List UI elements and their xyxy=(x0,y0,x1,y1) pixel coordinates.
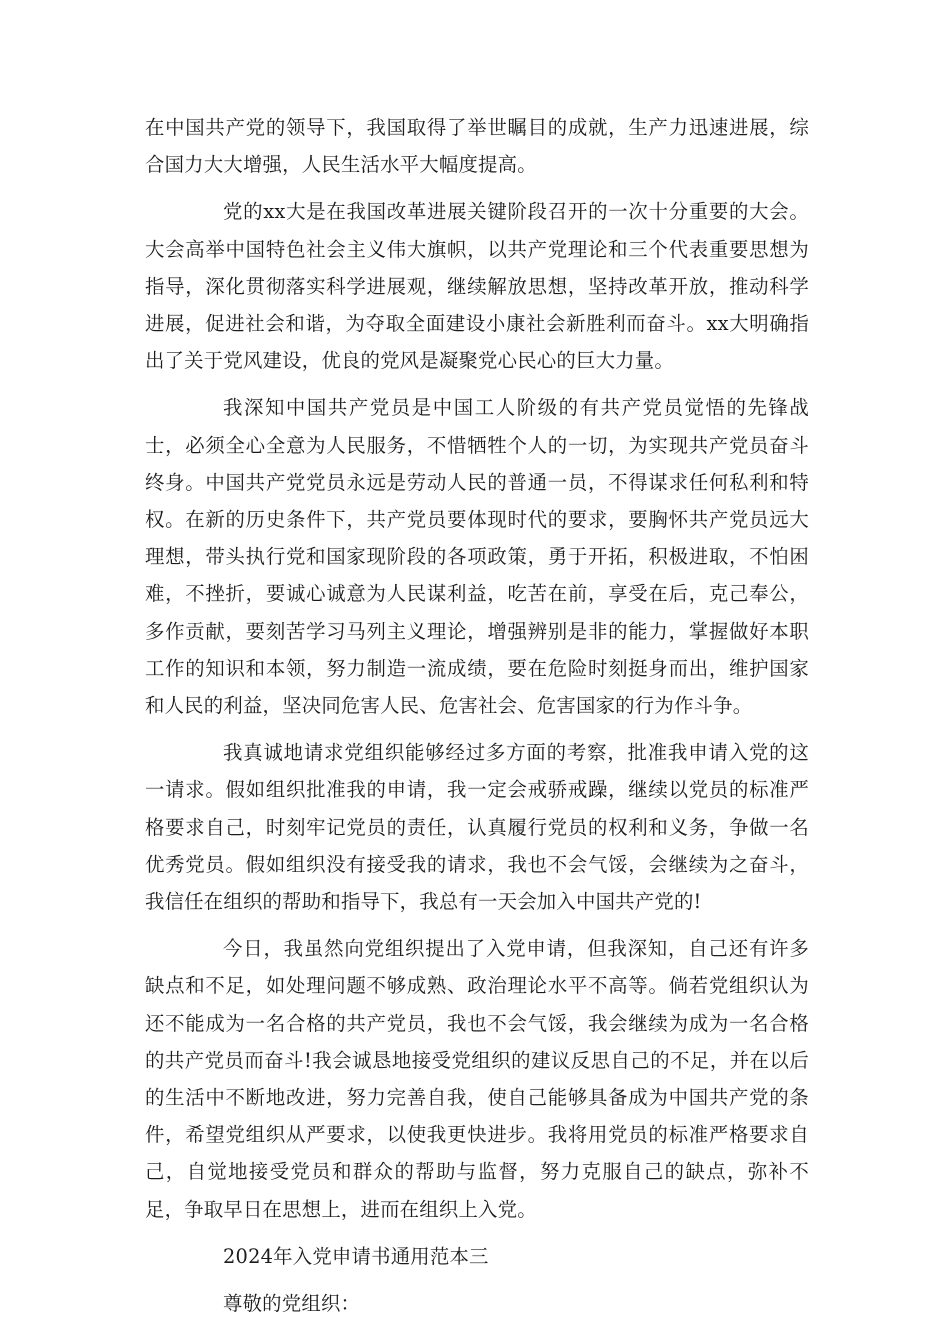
paragraph-1: 在中国共产党的领导下，我国取得了举世瞩目的成就，生产力迅速进展，综合国力大大增强，人民生活水平大幅度提高。 xyxy=(145,116,809,177)
section-title: 2024年入党申请书通用范本三 xyxy=(223,1244,489,1268)
paragraph-4: 我真诚地请求党组织能够经过多方面的考察，批准我申请入党的这一请求。假如组织批准我的申请，我一定会戒骄戒躁，继续以党员的标准严格要求自己，时刻牢记党员的责任，认真履行党员的权利和义务，争做一名优秀党员。假如组织没有接受我的请求，我也不会气馁，会继续为之奋斗，我信任在组织的帮助和指导下，我总有一天会加入中国共产党的! xyxy=(145,741,809,914)
paragraph-3: 我深知中国共产党员是中国工人阶级的有共产党员觉悟的先锋战士，必须全心全意为人民服务，不惜牺牲个人的一切，为实现共产党员奋斗终身。中国共产党党员永远是劳动人民的普通一员，不得谋求任何私利和特权。在新的历史条件下，共产党员要体现时代的要求，要胸怀共产党员远大理想，带头执行党和国家现阶段的各项政策，勇于开拓，积极进取，不怕困难，不挫折，要诚心诚意为人民谋利益，吃苦在前，享受在后，克己奉公，多作贡献，要刻苦学习马列主义理论，增强辨别是非的能力，掌握做好本职工作的知识和本领，努力制造一流成绩，要在危险时刻挺身而出，维护国家和人民的利益，坚决同危害人民、危害社会、危害国家的行为作斗争。 xyxy=(145,396,809,718)
salutation: 尊敬的党组织： xyxy=(223,1292,361,1316)
paragraph-2: 党的xx大是在我国改革进展关键阶段召开的一次十分重要的大会。大会高举中国特色社会主义伟大旗帜，以共产党理论和三个代表重要思想为指导，深化贯彻落实科学进展观，继续解放思想，坚持改革开放，推动科学进展，促进社会和谐，为夺取全面建设小康社会新胜利而奋斗。xx大明确指出了关于党风建设，优良的党风是凝聚党心民心的巨大力量。 xyxy=(145,200,809,373)
document-body xyxy=(145,109,809,1332)
paragraph-5: 今日，我虽然向党组织提出了入党申请，但我深知，自己还有许多缺点和不足，如处理问题不够成熟、政治理论水平不高等。倘若党组织认为还不能成为一名合格的共产党员，我也不会气馁，我会继续为成为一名合格的共产党员而奋斗!我会诚恳地接受党组织的建议反思自己的不足，并在以后的生活中不断地改进，努力完善自我，使自己能够具备成为中国共产党的条件，希望党组织从严要求，以使我更快进步。我将用党员的标准严格要求自己，自觉地接受党员和群众的帮助与监督，努力克服自己的缺点，弥补不足，争取早日在思想上，进而在组织上入党。 xyxy=(145,937,809,1221)
